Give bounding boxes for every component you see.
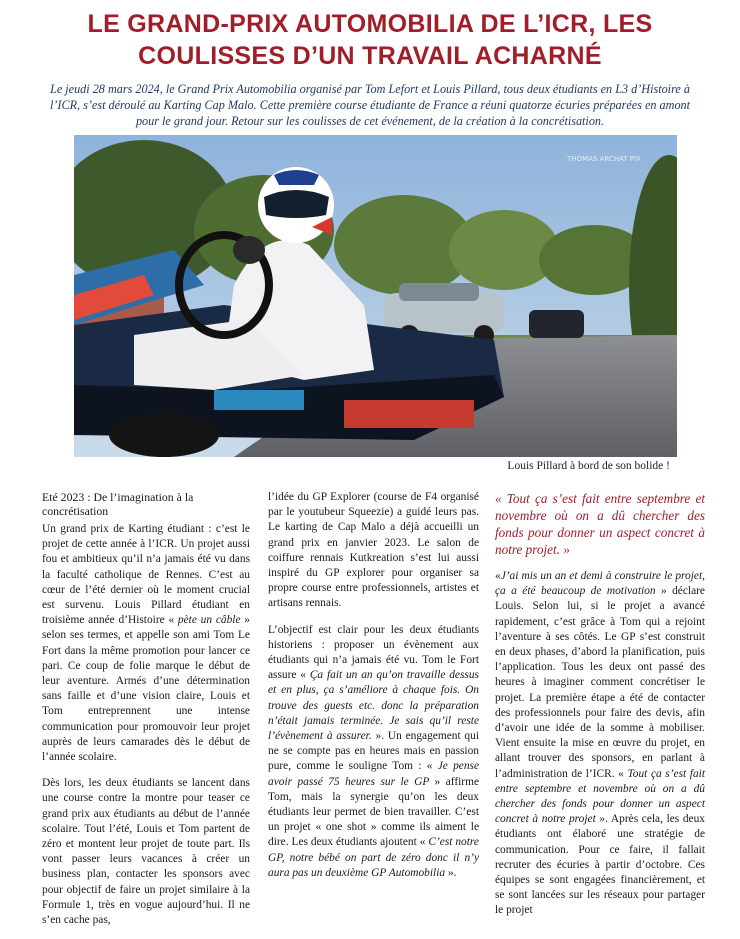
text-run: » déclare Louis. Selon lui, si le projet a avancé rapidement, c’est grâce à Tom qui a rejoint l’aventure à ses côtés. Le GP s’est construit en deux phases, d’abord la planification, puis l’application. Tous les deux ont passé des heures à imaginer comment concrétiser le projet. La première étape a été de contacter des professionnels pour faire des devis, afin d’avoir une idée de la somme à mobiliser. Vient ensuite la mise en œuvre du projet, en allant trouver des sponsors, en parlant à l’administration de l’ICR. « [495,585,705,780]
article-lead: Le jeudi 28 mars 2024, le Grand Prix Automobilia organisé par Tom Lefort et Louis Pillard, tous deux étudiants en L3 d’Histoire à l’ICR, s’est déroulé au Karting Cap Malo. Cette première course étudiante de France a réuni quatorze écuries préparées en amont pour le grand jour. Retour sur les coulisses de cet événement, de la création à la concrétisation. [49,82,691,128]
quote-run: Tout ça s’est fait entre septembre et novembre où on a dû chercher des fonds pour donner un aspect concret à notre projet [495,767,705,826]
col1-paragraph-1 [42,522,250,765]
column-2 [268,490,479,892]
col3-paragraph-1 [495,569,705,919]
pull-quote: « Tout ça s’est fait entre septembre et novembre où on a dû chercher des fonds pour donner un aspect concret à notre projet. » [495,491,705,557]
col2-paragraph-1: l’idée du GP Explorer (course de F4 organisé par le youtubeur Squeezie) a guidé leurs pas. Le karting de Cap Malo a déjà accueilli un grand prix en janvier 2023. Le salon de coiffure rennais Kutkreation s’est lui aussi inspiré du GP explorer pour organiser sa propre course entre professionnels, artistes et artisans rennais. [268,491,479,610]
photo-caption: Louis Pillard à bord de son bolide ! [507,460,670,472]
text-run: L’objectif est clair pour les deux étudiants historiens : proposer un évènement aux étudiants qui n’a jamais été vu. Tom le Fort assure « [268,623,479,682]
col1-paragraph-2: Dès lors, les deux étudiants se lancent dans une course contre la montre pour teaser ce grand prix aux étudiants au début de l’année scolaire. Tout l’été, Louis et Tom partent de zéro et montent leur projet de toute part. Ils vont passer leurs vacances à créer un business plan, contacter les sponsors avec pour objectif de faire un projet similaire à la Formule 1, très en vogue aujourd’hui. Il ne s’en cache pas, [42,777,250,927]
quote-run: Je pense avoir passé 75 heures sur le GP [268,760,480,788]
quote-run: J’ai mis un an et demi à construire le projet, ça a été beaucoup de motivation [495,570,705,598]
column-3 [495,490,705,930]
section-title-text: Eté 2023 : De l’imagination à la concrétisation [42,490,194,518]
article-title: LE GRAND-PRIX AUTOMOBILIA DE L’ICR, LES COULISSES D’UN TRAVAIL ACHARNÉ [87,10,653,70]
text-run: ». Après cela, les deux étudiants ont élaboré une stratégie de communication. Pour ce faire, il fallait recruter des écuries à partir d’octobre. Ces équipes se sont engagées financièrement, et se sont lancées sur les réseaux pour partager le projet [495,813,705,917]
text-run: Un grand prix de Karting étudiant : c’est le projet de cette année à l’ICR. Un projet aussi fou et ambitieux qu’il n’a jamais été vu dans la faculté catholique de Rennes. C’est au cœur de l’été dernier où le moment crucial est survenu. Louis Pillard étudiant en troisième année d’Histoire « [42,523,250,627]
article-photo [74,135,677,457]
column-1 [42,490,250,939]
text-run: ». Un engagement qui ne se compte pas en heures mais en passion pure, comme le souligne Tom : « [268,730,479,773]
section-title [42,490,250,518]
photo-watermark: THOMAS ARCHAT PIX [567,155,641,163]
quote-run: C’est notre GP, notre bébé on part de zéro donc il n’y aura pas un deuxième GP Automobilia [268,836,479,879]
quote-run: pète un câble [174,614,245,627]
text-run: ». [447,866,457,879]
quote-run: Ça fait un an qu’on travaille dessus et en plus, ça s’améliore à chaque fois. On trouve des guests etc. donc la préparation n’était jamais terminée. Je sais qu’il reste l’évènement à assurer. [268,669,479,743]
text-run: » selon ses termes, et appelle son ami Tom Le Fort dans la même promotion pour lancer ce pari. Ce coup de folie marque le début de leur aventure. Armés d’une détermination sans faille et d’une vision claire, Louis et Tom entreprennent une intense communication pour promouvoir leur projet auprès de leurs camarades dès le début de l’année scolaire. [42,614,250,764]
col2-paragraph-2 [268,623,479,881]
text-run: » affirme Tom, mais la synergie qu’on les deux étudiants leur permet de bien travailler. C’est un projet « one shot » comme ils aiment le dire. Les deux étudiants ajoutent « [268,775,479,849]
text-run: « [495,570,501,582]
